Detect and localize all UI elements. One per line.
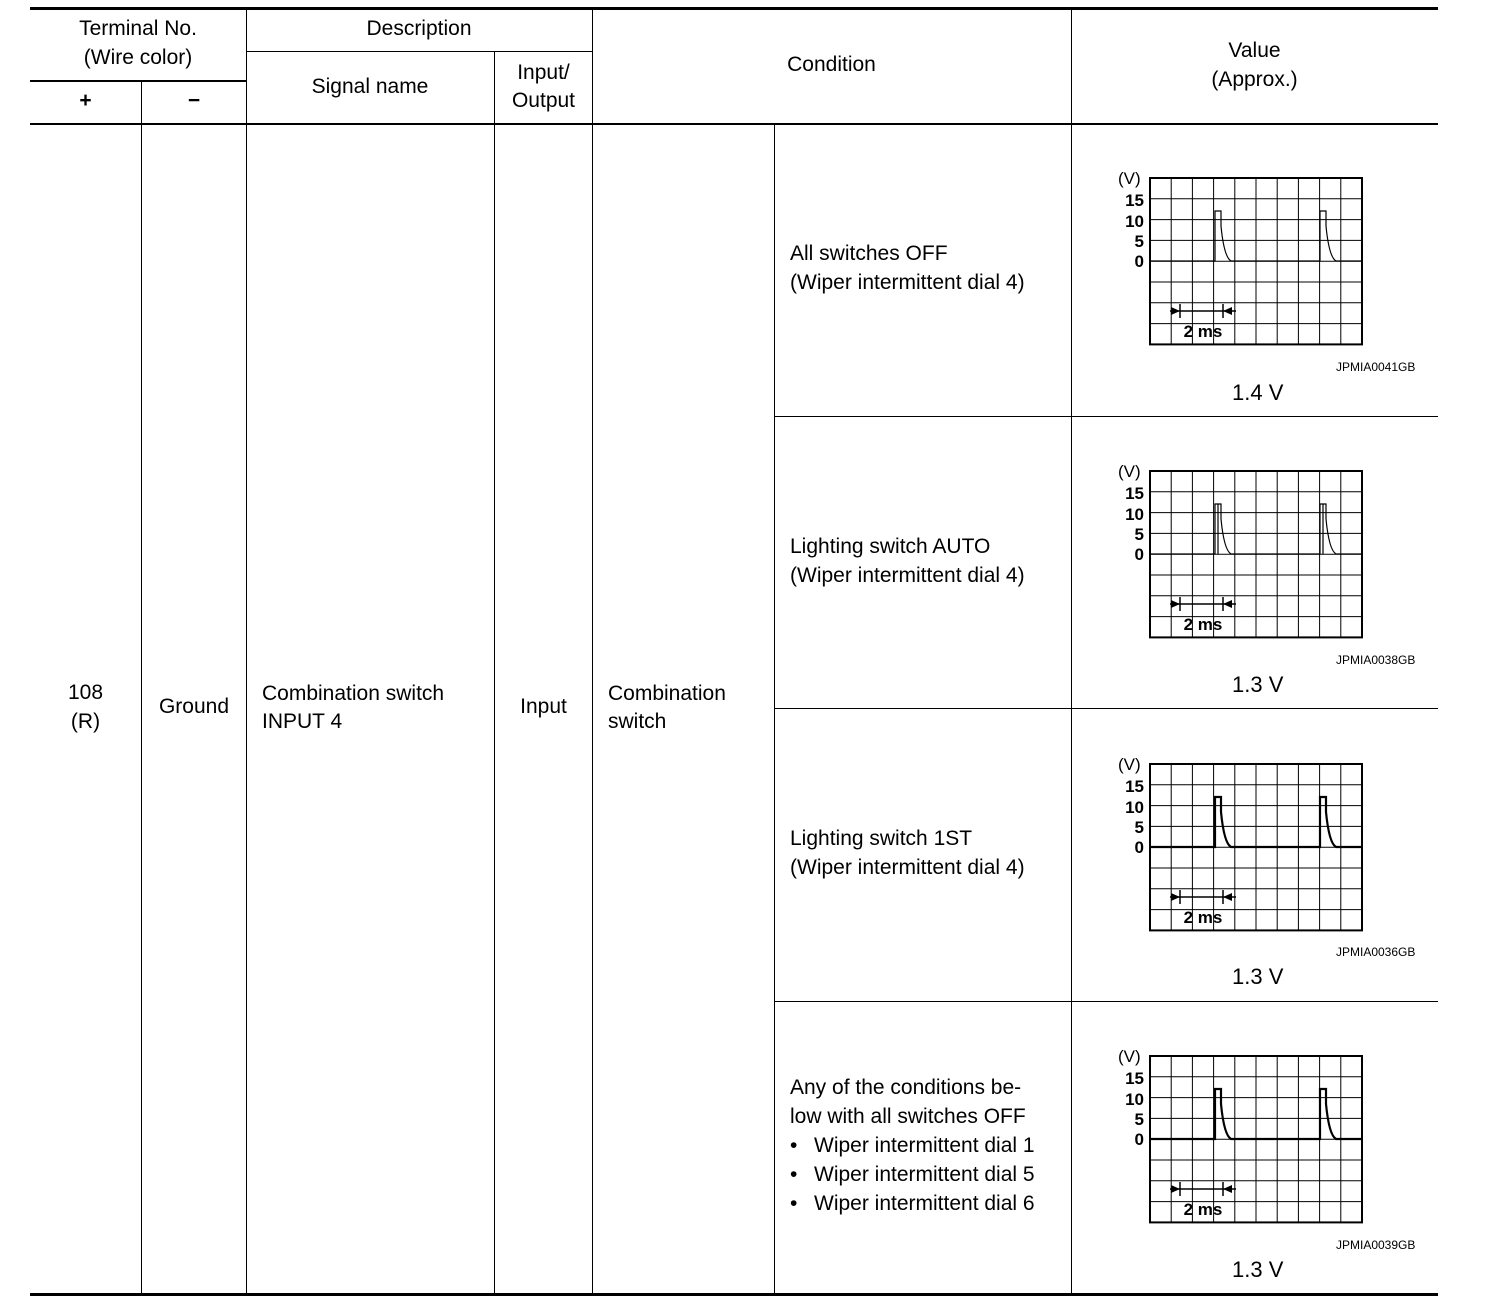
svg-text:10: 10: [1125, 1090, 1144, 1109]
row-divider-3: [774, 1001, 1438, 1002]
header-bottom-border: [30, 123, 1438, 125]
svg-text:15: 15: [1125, 1069, 1144, 1088]
description-header-divider: [246, 51, 592, 52]
svg-text:0: 0: [1134, 252, 1144, 271]
figure-code: JPMIA0036GB: [1336, 945, 1416, 959]
svg-text:(V): (V): [1118, 755, 1141, 774]
svg-text:2 ms: 2 ms: [1183, 322, 1223, 341]
svg-text:5: 5: [1134, 232, 1144, 251]
figure-code: JPMIA0041GB: [1336, 360, 1416, 374]
row-divider-2: [774, 708, 1438, 709]
svg-text:5: 5: [1134, 1110, 1144, 1129]
condition-4-bullets: [790, 1131, 1035, 1218]
col-divider-condition-sub: [774, 124, 775, 1294]
terminal-wire-color: (R): [70, 710, 101, 733]
header-value: Value: [1228, 39, 1281, 62]
header-terminal-no: Terminal No.: [79, 17, 197, 40]
svg-text:(V): (V): [1118, 462, 1141, 481]
svg-text:10: 10: [1125, 798, 1144, 817]
terminal-number: 108: [67, 681, 104, 704]
header-wire-color: (Wire color): [83, 46, 193, 69]
table-top-border: [30, 7, 1438, 10]
condition-4-line1: Any of the conditions be-: [790, 1076, 1022, 1099]
condition-main-line2: switch: [608, 710, 667, 733]
row-divider-1: [774, 416, 1438, 417]
figure-code: JPMIA0038GB: [1336, 653, 1416, 667]
col-divider-terminal-desc: [246, 8, 247, 1294]
condition-3-line1: Lighting switch 1ST: [790, 827, 973, 850]
condition-1-line1: All switches OFF: [790, 242, 948, 265]
condition-2-line2: (Wiper intermittent dial 4): [790, 564, 1025, 587]
svg-text:15: 15: [1125, 484, 1144, 503]
svg-text:(V): (V): [1118, 169, 1141, 188]
svg-text:(V): (V): [1118, 1047, 1141, 1066]
table-bottom-border: [30, 1293, 1438, 1296]
condition-3-line2: (Wiper intermittent dial 4): [790, 856, 1025, 879]
header-condition: Condition: [787, 53, 876, 76]
svg-text:0: 0: [1134, 545, 1144, 564]
svg-text:5: 5: [1134, 818, 1144, 837]
col-divider-plus-minus: [141, 81, 142, 1294]
figure-code: JPMIA0039GB: [1336, 1238, 1416, 1252]
col-divider-signal-io: [494, 51, 495, 1294]
bullet-item: • Wiper intermittent dial 6: [790, 1189, 1035, 1218]
svg-text:15: 15: [1125, 777, 1144, 796]
condition-2-line1: Lighting switch AUTO: [790, 535, 991, 558]
header-minus: −: [187, 89, 201, 112]
svg-text:15: 15: [1125, 191, 1144, 210]
header-plus: +: [79, 89, 92, 112]
header-approx: (Approx.): [1211, 68, 1298, 91]
condition-main-line1: Combination: [608, 682, 726, 705]
header-description: Description: [366, 17, 472, 40]
svg-text:2 ms: 2 ms: [1183, 1200, 1223, 1219]
bullet-item: • Wiper intermittent dial 1: [790, 1131, 1035, 1160]
svg-text:2 ms: 2 ms: [1183, 908, 1223, 927]
svg-text:0: 0: [1134, 1130, 1144, 1149]
approx-value: 1.3 V: [1232, 672, 1284, 697]
header-output: Output: [511, 89, 576, 112]
bullet-item: • Wiper intermittent dial 5: [790, 1160, 1035, 1189]
approx-value: 1.3 V: [1232, 964, 1284, 989]
svg-text:10: 10: [1125, 505, 1144, 524]
header-input: Input/: [517, 61, 570, 84]
condition-4-line2: low with all switches OFF: [790, 1105, 1026, 1128]
condition-1-line2: (Wiper intermittent dial 4): [790, 271, 1025, 294]
header-signal-name: Signal name: [311, 75, 429, 98]
approx-value: 1.4 V: [1232, 380, 1284, 405]
signal-name-line2: INPUT 4: [262, 710, 343, 733]
io-value: Input: [520, 695, 567, 718]
svg-text:2 ms: 2 ms: [1183, 615, 1223, 634]
terminal-header-divider: [30, 80, 246, 82]
svg-text:10: 10: [1125, 212, 1144, 231]
col-divider-desc-condition: [592, 8, 593, 1294]
svg-text:5: 5: [1134, 525, 1144, 544]
approx-value: 1.3 V: [1232, 1257, 1284, 1282]
signal-name-line1: Combination switch: [262, 682, 445, 705]
svg-text:0: 0: [1134, 838, 1144, 857]
minus-terminal: Ground: [158, 695, 230, 718]
col-divider-condition-value: [1071, 8, 1072, 1294]
